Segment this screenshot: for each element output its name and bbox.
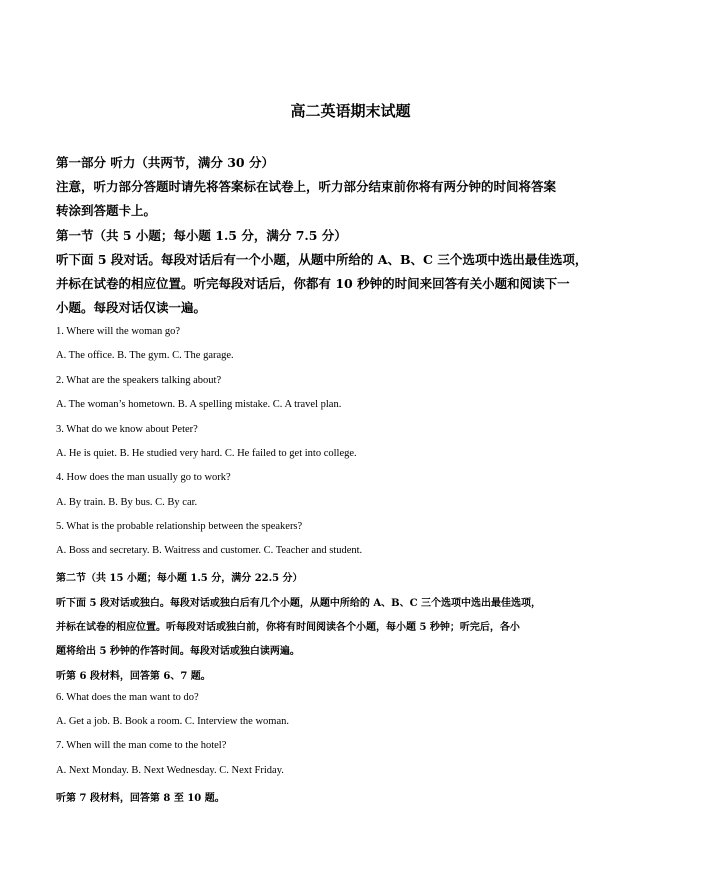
question-6: 6. What does the man want to do?	[56, 692, 199, 703]
section-one-heading: 第一节（共 5 小题；每小题 1.5 分，满分 7.5 分）	[56, 228, 347, 243]
section-one-instruction-3: 小题。每段对话仅读一遍。	[56, 300, 207, 315]
question-5: 5. What is the probable relationship between the speakers?	[56, 521, 303, 532]
question-4: 4. How does the man usually go to work?	[56, 472, 231, 483]
notice-line-1: 注意，听力部分答题时请先将答案标在试卷上，听力部分结束前你将有两分钟的时间将答案	[56, 179, 557, 194]
section-two-instruction-3: 题将给出 5 秒钟的作答时间。每段对话或独白读两遍。	[56, 646, 300, 657]
options-2: A. The woman’s hometown. B. A spelling mistake. C. A travel plan.	[56, 399, 342, 410]
options-7: A. Next Monday. B. Next Wednesday. C. Next Friday.	[56, 765, 284, 776]
options-3: A. He is quiet. B. He studied very hard. C. He failed to get into college.	[56, 448, 357, 459]
material-6-heading: 听第 6 段材料，回答第 6、7 题。	[56, 671, 211, 682]
options-4: A. By train. B. By bus. C. By car.	[56, 497, 198, 508]
question-2: 2. What are the speakers talking about?	[56, 375, 222, 386]
part-one-heading: 第一部分 听力（共两节，满分 30 分）	[56, 155, 274, 170]
options-6: A. Get a job. B. Book a room. C. Interview the woman.	[56, 716, 289, 727]
section-two-instruction-2: 并标在试卷的相应位置。听每段对话或独白前，你将有时间阅读各个小题，每小题 5 秒钟；听完后，各小	[56, 622, 520, 633]
notice-line-2: 转涂到答题卡上。	[56, 203, 157, 218]
options-5: A. Boss and secretary. B. Waitress and customer. C. Teacher and student.	[56, 545, 363, 556]
section-two-instruction-1: 听下面 5 段对话或独白。每段对话或独白后有几个小题，从题中所给的 A、B、C 三个选项中选出最佳选项，	[56, 598, 542, 609]
material-7-heading: 听第 7 段材料，回答第 8 至 10 题。	[56, 793, 225, 804]
question-1: 1. Where will the woman go?	[56, 326, 181, 337]
options-1: A. The office. B. The gym. C. The garage.	[56, 350, 234, 361]
section-two-heading: 第二节（共 15 小题；每小题 1.5 分，满分 22.5 分）	[56, 573, 303, 584]
section-one-instruction-1: 听下面 5 段对话。每段对话后有一个小题，从题中所给的 A、B、C 三个选项中选出最佳选项，	[56, 252, 588, 267]
question-3: 3. What do we know about Peter?	[56, 424, 198, 435]
question-7: 7. When will the man come to the hotel?	[56, 740, 227, 751]
exam-title: 高二英语期末试题	[290, 102, 411, 120]
section-one-instruction-2: 并标在试卷的相应位置。听完每段对话后，你都有 10 秒钟的时间来回答有关小题和阅读下一	[56, 276, 570, 291]
